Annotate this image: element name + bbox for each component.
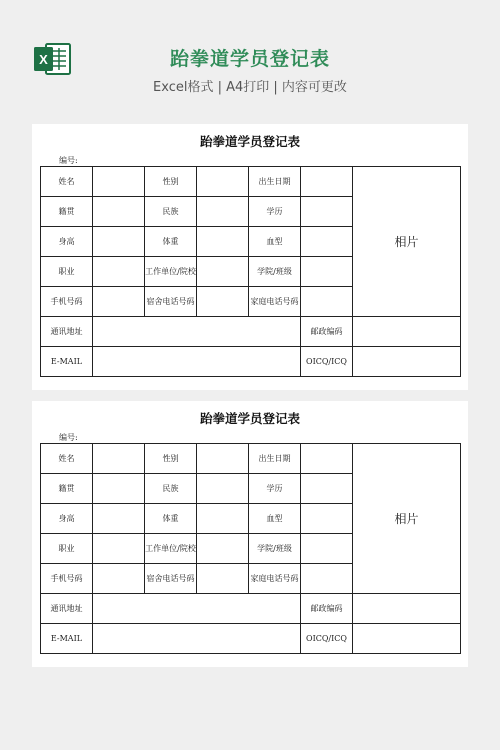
email-field[interactable]: [93, 347, 301, 377]
name-label: 姓名: [41, 167, 93, 197]
blood-type-field[interactable]: [301, 504, 353, 534]
form-title: 跆拳道学员登记表: [199, 411, 300, 426]
dorm-phone-field[interactable]: [197, 564, 249, 594]
table-row: [41, 317, 461, 347]
gender-label: 性别: [145, 167, 197, 197]
college-class-field[interactable]: [301, 534, 353, 564]
table-row: [41, 167, 461, 197]
oicq-field[interactable]: [353, 624, 461, 654]
work-unit-field[interactable]: [197, 257, 249, 287]
education-field[interactable]: [301, 197, 353, 227]
college-class-field[interactable]: [301, 257, 353, 287]
height-field[interactable]: [93, 504, 145, 534]
blood-type-label: 血型: [249, 227, 301, 257]
form-number-label: 编号:: [59, 433, 78, 442]
postcode-field[interactable]: [353, 317, 461, 347]
weight-field[interactable]: [197, 227, 249, 257]
table-row: [41, 444, 461, 474]
native-place-field[interactable]: [93, 474, 145, 504]
oicq-label: OICQ/ICQ: [301, 347, 353, 377]
name-label: 姓名: [41, 444, 93, 474]
gender-label: 性别: [145, 444, 197, 474]
mobile-field[interactable]: [93, 287, 145, 317]
form-number-label: 编号:: [59, 156, 78, 165]
page-header: [0, 0, 500, 110]
name-field[interactable]: [93, 444, 145, 474]
svg-text:X: X: [39, 52, 48, 67]
postcode-label: 邮政编码: [301, 594, 353, 624]
height-label: 身高: [41, 227, 93, 257]
photo-cell[interactable]: 相片: [353, 167, 461, 317]
address-label: 通讯地址: [41, 594, 93, 624]
home-phone-label: 家庭电话号码: [249, 287, 301, 317]
mobile-label: 手机号码: [41, 564, 93, 594]
birth-date-field[interactable]: [301, 167, 353, 197]
photo-cell[interactable]: 相片: [353, 444, 461, 594]
dorm-phone-label: 宿舍电话号码: [145, 287, 197, 317]
weight-field[interactable]: [197, 504, 249, 534]
college-class-label: 学院/班级: [249, 257, 301, 287]
form-title: 跆拳道学员登记表: [199, 134, 300, 149]
education-label: 学历: [249, 197, 301, 227]
occupation-field[interactable]: [93, 534, 145, 564]
gender-field[interactable]: [197, 444, 249, 474]
address-label: 通讯地址: [41, 317, 93, 347]
birth-date-label: 出生日期: [249, 167, 301, 197]
work-unit-label: 工作单位/院校: [145, 534, 197, 564]
gender-field[interactable]: [197, 167, 249, 197]
registration-form-sheet-1: [32, 124, 468, 390]
native-place-label: 籍贯: [41, 197, 93, 227]
table-row: [41, 594, 461, 624]
name-field[interactable]: [93, 167, 145, 197]
postcode-field[interactable]: [353, 594, 461, 624]
table-row: [41, 347, 461, 377]
page-title: 跆拳道学员登记表: [169, 48, 330, 70]
occupation-label: 职业: [41, 534, 93, 564]
registration-table: [40, 443, 461, 654]
email-field[interactable]: [93, 624, 301, 654]
address-field[interactable]: [93, 317, 301, 347]
birth-date-field[interactable]: [301, 444, 353, 474]
home-phone-field[interactable]: [301, 564, 353, 594]
education-field[interactable]: [301, 474, 353, 504]
mobile-field[interactable]: [93, 564, 145, 594]
native-place-label: 籍贯: [41, 474, 93, 504]
occupation-label: 职业: [41, 257, 93, 287]
registration-form-sheet-2: [32, 401, 468, 667]
blood-type-label: 血型: [249, 504, 301, 534]
birth-date-label: 出生日期: [249, 444, 301, 474]
email-label: E-MAIL: [41, 347, 93, 377]
ethnicity-field[interactable]: [197, 197, 249, 227]
ethnicity-field[interactable]: [197, 474, 249, 504]
address-field[interactable]: [93, 594, 301, 624]
table-row: [41, 624, 461, 654]
college-class-label: 学院/班级: [249, 534, 301, 564]
work-unit-field[interactable]: [197, 534, 249, 564]
home-phone-field[interactable]: [301, 287, 353, 317]
work-unit-label: 工作单位/院校: [145, 257, 197, 287]
home-phone-label: 家庭电话号码: [249, 564, 301, 594]
native-place-field[interactable]: [93, 197, 145, 227]
oicq-field[interactable]: [353, 347, 461, 377]
education-label: 学历: [249, 474, 301, 504]
blood-type-field[interactable]: [301, 227, 353, 257]
email-label: E-MAIL: [41, 624, 93, 654]
oicq-label: OICQ/ICQ: [301, 624, 353, 654]
occupation-field[interactable]: [93, 257, 145, 287]
postcode-label: 邮政编码: [301, 317, 353, 347]
weight-label: 体重: [145, 504, 197, 534]
dorm-phone-field[interactable]: [197, 287, 249, 317]
weight-label: 体重: [145, 227, 197, 257]
ethnicity-label: 民族: [145, 474, 197, 504]
height-label: 身高: [41, 504, 93, 534]
mobile-label: 手机号码: [41, 287, 93, 317]
ethnicity-label: 民族: [145, 197, 197, 227]
dorm-phone-label: 宿舍电话号码: [145, 564, 197, 594]
page-subtitle: Excel格式 | A4打印 | 内容可更改: [153, 80, 347, 95]
registration-table: [40, 166, 461, 377]
height-field[interactable]: [93, 227, 145, 257]
